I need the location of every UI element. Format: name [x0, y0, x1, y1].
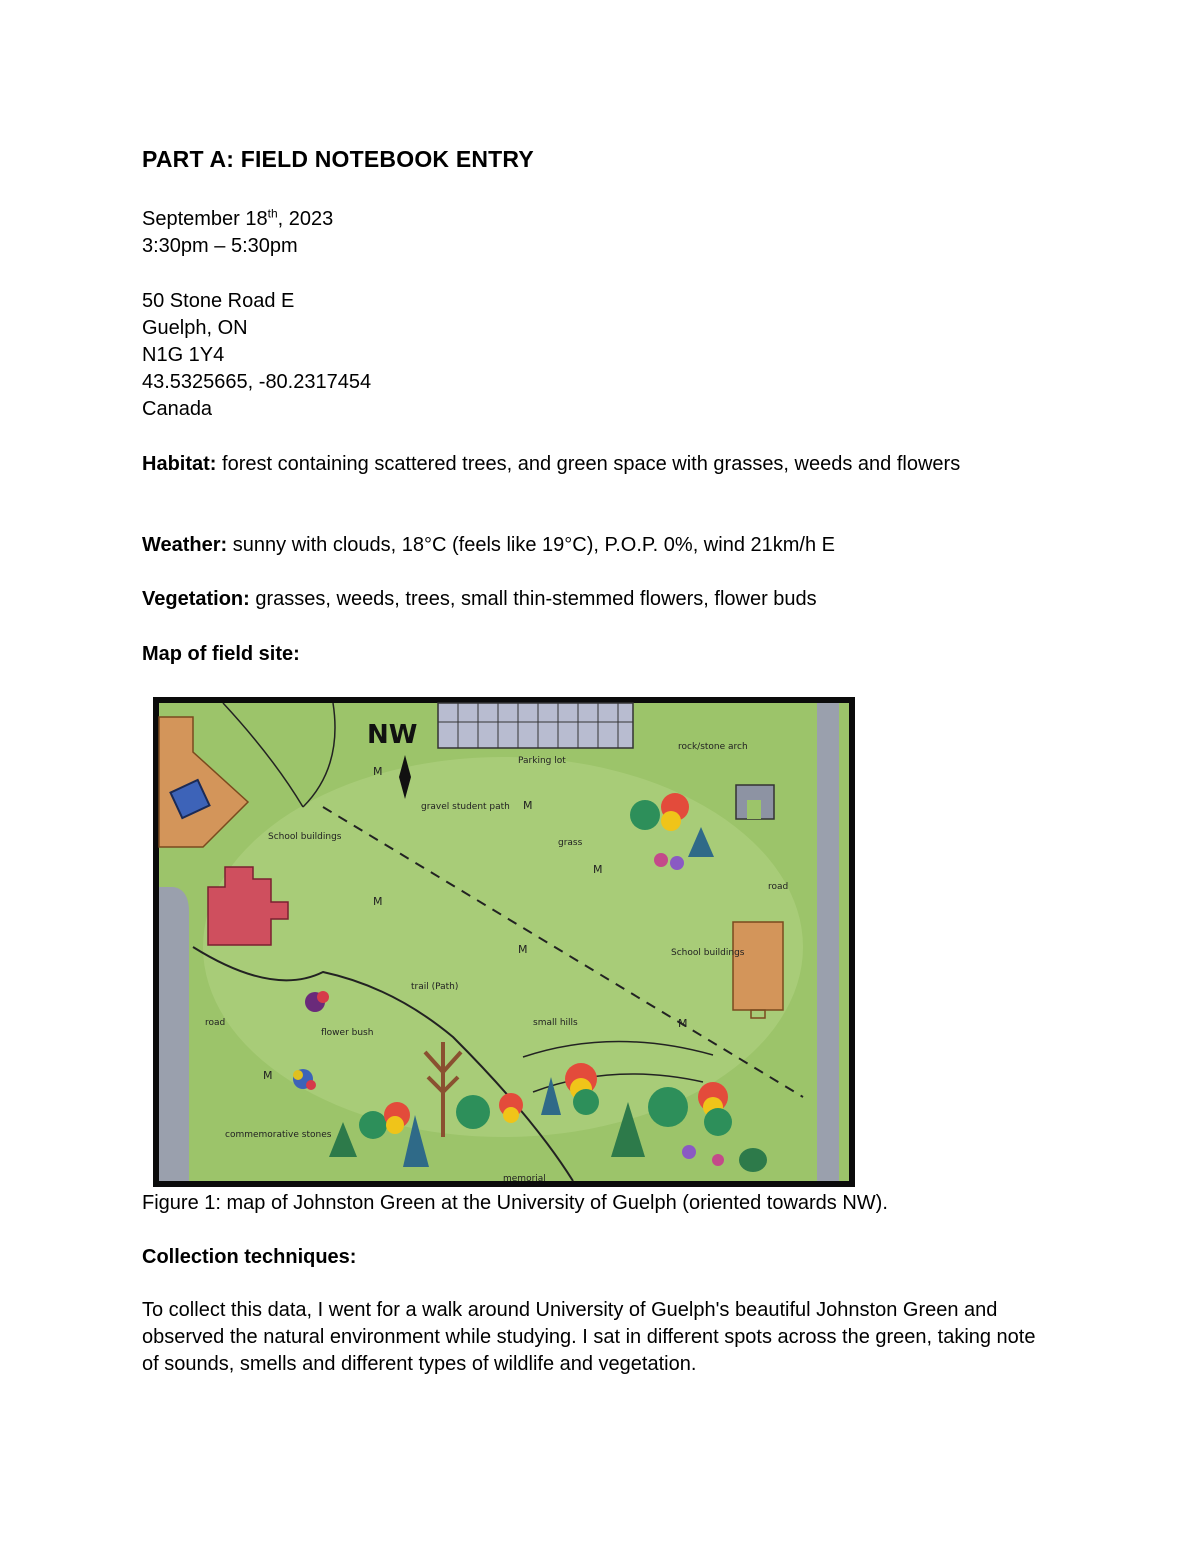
title-part: PART A: — [142, 146, 235, 172]
compass-label: NW — [367, 720, 418, 750]
weather-paragraph — [142, 532, 1042, 559]
address-street: 50 Stone Road E — [142, 290, 295, 312]
collection-heading: Collection techniques: — [142, 1246, 357, 1268]
figure-caption: Figure 1: map of Johnston Green at the University of Guelph (oriented towards NW). — [142, 1192, 888, 1214]
label-road-right: road — [768, 882, 789, 892]
vegetation-text: grasses, weeds, trees, small thin-stemmed flowers, flower buds — [249, 588, 817, 610]
page-title — [142, 146, 534, 173]
svg-text:M: M — [373, 765, 383, 778]
habitat-text: forest containing scattered trees, and green space with grasses, weeds and flowers — [216, 453, 961, 475]
label-parking-lot: Parking lot — [518, 756, 566, 766]
label-trail: trail (Path) — [411, 982, 459, 992]
label-gravel-path: gravel student path — [421, 802, 510, 812]
time-range: 3:30pm – 5:30pm — [142, 235, 298, 257]
svg-text:M: M — [263, 1069, 273, 1082]
address-coords: 43.5325665, -80.2317454 — [142, 371, 372, 393]
label-memorial: memorial — [503, 1174, 546, 1184]
label-school-left: School buildings — [268, 832, 342, 842]
svg-text:M: M — [518, 943, 528, 956]
map-heading: Map of field site: — [142, 643, 300, 665]
weather-label: Weather: — [142, 534, 228, 556]
vegetation-label: Vegetation: — [142, 588, 250, 610]
label-small-hills: small hills — [533, 1018, 578, 1028]
svg-text:M: M — [523, 799, 533, 812]
label-commemorative: commemorative stones — [225, 1130, 332, 1140]
address-postal: N1G 1Y4 — [142, 344, 225, 366]
label-school-right: School buildings — [671, 948, 745, 958]
title-text: FIELD NOTEBOOK ENTRY — [240, 146, 534, 172]
svg-text:M: M — [593, 863, 603, 876]
parking-lot — [438, 703, 633, 748]
weather-text: sunny with clouds, 18°C (feels like 19°C), P.O.P. 0%, wind 21km/h E — [227, 534, 835, 556]
road-right — [817, 703, 839, 1181]
label-flower-bush: flower bush — [321, 1028, 374, 1038]
road-left — [159, 887, 189, 1181]
vegetation-paragraph — [142, 586, 1042, 613]
stone-arch — [736, 785, 774, 819]
svg-text:M: M — [678, 1017, 688, 1030]
address-city: Guelph, ON — [142, 317, 248, 339]
habitat-label: Habitat: — [142, 453, 217, 475]
svg-text:M: M — [373, 895, 383, 908]
label-grass: grass — [558, 838, 583, 848]
collection-text: To collect this data, I went for a walk around University of Guelph's beautiful Johnston Green and observed the natural environment while studying. I sat in different spots across the green, taking note of sounds, smells and different types of wildlife and vegetation. — [142, 1299, 1036, 1375]
address-country: Canada — [142, 398, 213, 420]
label-stone-arch: rock/stone arch — [678, 742, 748, 752]
building-right — [733, 922, 783, 1010]
label-road-left: road — [205, 1018, 226, 1028]
field-site-map — [153, 697, 855, 1187]
date: September 18th, 2023 — [142, 206, 334, 230]
habitat-paragraph — [142, 451, 1042, 478]
